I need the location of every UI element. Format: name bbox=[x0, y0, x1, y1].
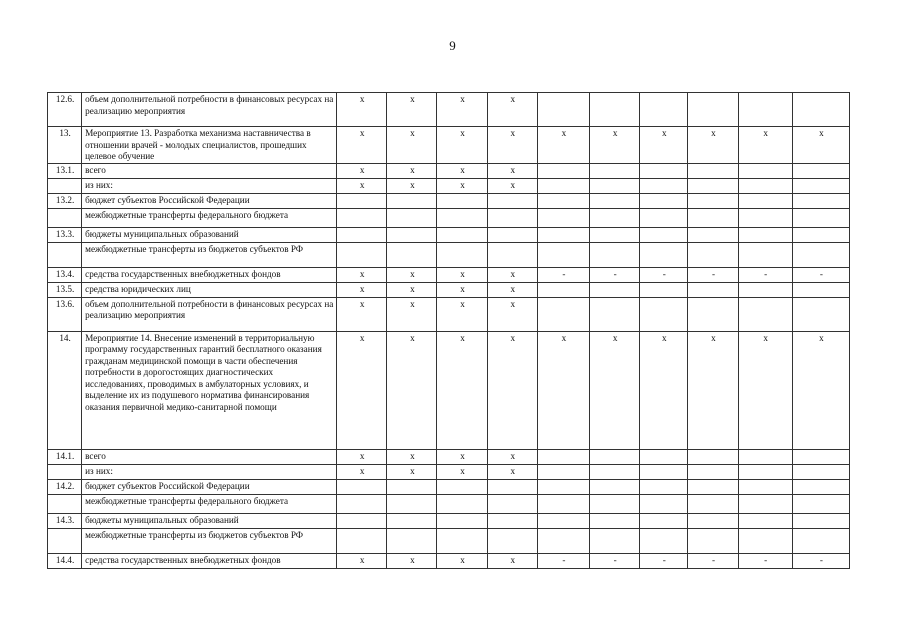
row-description-cell: объем дополнительной потребности в финансовых ресурсах на реализацию мероприятия bbox=[82, 297, 337, 331]
value-cell: - bbox=[537, 267, 589, 282]
value-cell: х bbox=[437, 267, 487, 282]
value-cell bbox=[688, 494, 738, 513]
value-cell bbox=[640, 449, 688, 464]
row-description-cell: Мероприятие 13. Разработка механизма наставничества в отношении врачей - молодых специалистов, прошедших целевое обучение bbox=[82, 127, 337, 164]
value-cell: - bbox=[792, 267, 849, 282]
value-cell bbox=[437, 208, 487, 227]
value-cell: - bbox=[590, 267, 640, 282]
value-cell bbox=[590, 479, 640, 494]
row-number-cell: 13.2. bbox=[48, 193, 82, 208]
value-cell bbox=[537, 479, 589, 494]
value-cell: - bbox=[738, 553, 792, 568]
value-cell bbox=[437, 513, 487, 528]
value-cell: х bbox=[387, 127, 437, 164]
value-cell: х bbox=[337, 267, 387, 282]
value-cell bbox=[792, 479, 849, 494]
value-cell: х bbox=[387, 464, 437, 479]
row-description-cell: межбюджетные трансферты из бюджетов субъектов РФ bbox=[82, 242, 337, 267]
value-cell bbox=[640, 242, 688, 267]
value-cell bbox=[437, 494, 487, 513]
value-cell: х bbox=[437, 449, 487, 464]
row-description-cell: межбюджетные трансферты из бюджетов субъектов РФ bbox=[82, 528, 337, 553]
value-cell bbox=[337, 479, 387, 494]
value-cell bbox=[537, 464, 589, 479]
value-cell bbox=[437, 227, 487, 242]
value-cell bbox=[792, 242, 849, 267]
value-cell bbox=[537, 297, 589, 331]
value-cell bbox=[387, 528, 437, 553]
value-cell bbox=[792, 178, 849, 193]
value-cell bbox=[640, 494, 688, 513]
value-cell: - bbox=[688, 553, 738, 568]
value-cell: х bbox=[537, 127, 589, 164]
value-cell bbox=[738, 227, 792, 242]
value-cell bbox=[487, 479, 537, 494]
table-row bbox=[48, 528, 850, 553]
value-cell bbox=[688, 528, 738, 553]
value-cell bbox=[487, 193, 537, 208]
value-cell: х bbox=[487, 267, 537, 282]
row-number-cell: 13.5. bbox=[48, 282, 82, 297]
value-cell bbox=[387, 208, 437, 227]
value-cell bbox=[337, 528, 387, 553]
funding-table bbox=[47, 92, 850, 569]
value-cell: х bbox=[487, 331, 537, 449]
table-row bbox=[48, 208, 850, 227]
value-cell bbox=[337, 193, 387, 208]
value-cell bbox=[792, 528, 849, 553]
row-number-cell: 14.2. bbox=[48, 479, 82, 494]
value-cell: х bbox=[387, 282, 437, 297]
value-cell bbox=[590, 513, 640, 528]
value-cell bbox=[487, 513, 537, 528]
value-cell: х bbox=[487, 127, 537, 164]
value-cell bbox=[738, 178, 792, 193]
value-cell: х bbox=[487, 178, 537, 193]
value-cell bbox=[640, 513, 688, 528]
value-cell bbox=[738, 93, 792, 127]
table-row bbox=[48, 127, 850, 164]
value-cell bbox=[337, 227, 387, 242]
table-row bbox=[48, 163, 850, 178]
value-cell bbox=[590, 464, 640, 479]
value-cell bbox=[792, 208, 849, 227]
value-cell: х bbox=[487, 93, 537, 127]
value-cell: - bbox=[792, 553, 849, 568]
value-cell bbox=[387, 494, 437, 513]
value-cell: х bbox=[437, 464, 487, 479]
value-cell bbox=[537, 178, 589, 193]
value-cell: х bbox=[537, 331, 589, 449]
value-cell bbox=[640, 528, 688, 553]
table-row bbox=[48, 282, 850, 297]
value-cell bbox=[640, 282, 688, 297]
value-cell: х bbox=[487, 282, 537, 297]
row-number-cell: 14.1. bbox=[48, 449, 82, 464]
table-row bbox=[48, 479, 850, 494]
table-row bbox=[48, 297, 850, 331]
value-cell bbox=[640, 163, 688, 178]
value-cell: х bbox=[487, 163, 537, 178]
value-cell bbox=[738, 242, 792, 267]
row-description-cell: всего bbox=[82, 449, 337, 464]
value-cell bbox=[792, 282, 849, 297]
value-cell: х bbox=[738, 331, 792, 449]
value-cell bbox=[640, 464, 688, 479]
value-cell bbox=[738, 449, 792, 464]
value-cell: х bbox=[337, 553, 387, 568]
value-cell bbox=[792, 494, 849, 513]
value-cell bbox=[640, 227, 688, 242]
value-cell bbox=[590, 494, 640, 513]
table-row bbox=[48, 331, 850, 449]
row-number-cell bbox=[48, 208, 82, 227]
table-row bbox=[48, 227, 850, 242]
value-cell: х bbox=[487, 297, 537, 331]
value-cell bbox=[590, 193, 640, 208]
row-number-cell bbox=[48, 528, 82, 553]
value-cell bbox=[387, 513, 437, 528]
value-cell bbox=[688, 227, 738, 242]
value-cell bbox=[590, 163, 640, 178]
value-cell bbox=[487, 494, 537, 513]
value-cell bbox=[487, 528, 537, 553]
value-cell bbox=[590, 528, 640, 553]
value-cell bbox=[738, 163, 792, 178]
value-cell bbox=[792, 93, 849, 127]
value-cell: х bbox=[337, 127, 387, 164]
value-cell: х bbox=[337, 282, 387, 297]
row-number-cell: 13.1. bbox=[48, 163, 82, 178]
value-cell bbox=[387, 479, 437, 494]
value-cell: х bbox=[437, 553, 487, 568]
value-cell: х bbox=[487, 449, 537, 464]
value-cell bbox=[792, 227, 849, 242]
table-row bbox=[48, 494, 850, 513]
value-cell bbox=[738, 494, 792, 513]
value-cell: х bbox=[337, 464, 387, 479]
value-cell bbox=[537, 93, 589, 127]
value-cell bbox=[688, 449, 738, 464]
value-cell bbox=[590, 242, 640, 267]
page-number: 9 bbox=[449, 38, 456, 53]
value-cell bbox=[537, 163, 589, 178]
value-cell bbox=[792, 163, 849, 178]
table-row bbox=[48, 178, 850, 193]
table-row bbox=[48, 553, 850, 568]
value-cell: х bbox=[688, 127, 738, 164]
value-cell bbox=[337, 494, 387, 513]
value-cell bbox=[688, 178, 738, 193]
value-cell: х bbox=[387, 553, 437, 568]
value-cell bbox=[337, 208, 387, 227]
value-cell: - bbox=[640, 553, 688, 568]
table-row bbox=[48, 464, 850, 479]
value-cell bbox=[738, 193, 792, 208]
value-cell: х bbox=[387, 93, 437, 127]
value-cell: х bbox=[437, 178, 487, 193]
value-cell bbox=[590, 178, 640, 193]
value-cell: - bbox=[590, 553, 640, 568]
value-cell bbox=[487, 208, 537, 227]
row-description-cell: средства государственных внебюджетных фондов bbox=[82, 267, 337, 282]
value-cell bbox=[640, 193, 688, 208]
row-description-cell: бюджеты муниципальных образований bbox=[82, 227, 337, 242]
value-cell bbox=[792, 449, 849, 464]
value-cell bbox=[590, 449, 640, 464]
value-cell: х bbox=[640, 127, 688, 164]
row-description-cell: межбюджетные трансферты федерального бюджета bbox=[82, 208, 337, 227]
value-cell: х bbox=[337, 178, 387, 193]
value-cell bbox=[640, 297, 688, 331]
row-description-cell: из них: bbox=[82, 178, 337, 193]
value-cell bbox=[738, 282, 792, 297]
value-cell bbox=[792, 193, 849, 208]
value-cell bbox=[537, 227, 589, 242]
row-number-cell bbox=[48, 178, 82, 193]
value-cell bbox=[337, 513, 387, 528]
table-row bbox=[48, 267, 850, 282]
row-number-cell bbox=[48, 494, 82, 513]
value-cell bbox=[792, 464, 849, 479]
value-cell bbox=[590, 227, 640, 242]
row-description-cell: объем дополнительной потребности в финансовых ресурсах на реализацию мероприятия bbox=[82, 93, 337, 127]
value-cell: х bbox=[792, 331, 849, 449]
value-cell bbox=[738, 208, 792, 227]
value-cell: х bbox=[437, 297, 487, 331]
value-cell bbox=[537, 494, 589, 513]
value-cell: х bbox=[387, 267, 437, 282]
value-cell bbox=[688, 464, 738, 479]
value-cell bbox=[688, 513, 738, 528]
value-cell bbox=[487, 242, 537, 267]
value-cell bbox=[640, 93, 688, 127]
value-cell bbox=[437, 479, 487, 494]
value-cell bbox=[537, 528, 589, 553]
value-cell bbox=[640, 208, 688, 227]
value-cell bbox=[387, 227, 437, 242]
value-cell bbox=[387, 242, 437, 267]
table-row bbox=[48, 449, 850, 464]
row-description-cell: из них: bbox=[82, 464, 337, 479]
value-cell: х bbox=[738, 127, 792, 164]
value-cell bbox=[640, 178, 688, 193]
row-description-cell: бюджеты муниципальных образований bbox=[82, 513, 337, 528]
value-cell bbox=[387, 193, 437, 208]
row-description-cell: средства юридических лиц bbox=[82, 282, 337, 297]
row-number-cell: 14.3. bbox=[48, 513, 82, 528]
value-cell bbox=[738, 464, 792, 479]
value-cell: х bbox=[337, 297, 387, 331]
value-cell: х bbox=[337, 449, 387, 464]
value-cell bbox=[738, 528, 792, 553]
value-cell: х bbox=[792, 127, 849, 164]
value-cell: х bbox=[387, 163, 437, 178]
value-cell bbox=[688, 297, 738, 331]
value-cell: - bbox=[640, 267, 688, 282]
table-body bbox=[48, 93, 850, 569]
row-number-cell: 14.4. bbox=[48, 553, 82, 568]
value-cell: х bbox=[437, 93, 487, 127]
row-number-cell: 13.3. bbox=[48, 227, 82, 242]
value-cell bbox=[590, 297, 640, 331]
value-cell: х bbox=[688, 331, 738, 449]
value-cell bbox=[487, 227, 537, 242]
value-cell: х bbox=[590, 331, 640, 449]
value-cell bbox=[688, 193, 738, 208]
value-cell: х bbox=[387, 331, 437, 449]
row-number-cell bbox=[48, 464, 82, 479]
value-cell: х bbox=[437, 282, 487, 297]
value-cell: х bbox=[640, 331, 688, 449]
row-description-cell: всего bbox=[82, 163, 337, 178]
value-cell bbox=[537, 513, 589, 528]
value-cell: х bbox=[337, 93, 387, 127]
value-cell: х bbox=[387, 178, 437, 193]
row-description-cell: бюджет субъектов Российской Федерации bbox=[82, 479, 337, 494]
value-cell: х bbox=[437, 127, 487, 164]
value-cell: - bbox=[688, 267, 738, 282]
value-cell bbox=[437, 528, 487, 553]
row-number-cell: 13.6. bbox=[48, 297, 82, 331]
row-number-cell: 13.4. bbox=[48, 267, 82, 282]
value-cell bbox=[590, 208, 640, 227]
value-cell bbox=[537, 282, 589, 297]
value-cell bbox=[688, 479, 738, 494]
row-description-cell: средства государственных внебюджетных фондов bbox=[82, 553, 337, 568]
row-description-cell: Мероприятие 14. Внесение изменений в территориальную программу государственных гарантий бесплатного оказания гражданам медицинской помощи в части обеспечения потребности в дорогостоящих диагностических исследованиях, проводимых в амбулаторных условиях, и выделение их из подушевого норматива финансирования оказания первичной медико-санитарной помощи bbox=[82, 331, 337, 449]
value-cell bbox=[688, 93, 738, 127]
value-cell bbox=[537, 208, 589, 227]
value-cell: х bbox=[337, 163, 387, 178]
value-cell bbox=[688, 242, 738, 267]
value-cell bbox=[337, 242, 387, 267]
row-number-cell bbox=[48, 242, 82, 267]
row-number-cell: 12.6. bbox=[48, 93, 82, 127]
value-cell bbox=[688, 282, 738, 297]
value-cell: х bbox=[487, 553, 537, 568]
value-cell bbox=[688, 163, 738, 178]
table-row bbox=[48, 513, 850, 528]
table-row bbox=[48, 93, 850, 127]
value-cell: х bbox=[387, 297, 437, 331]
value-cell bbox=[738, 513, 792, 528]
value-cell: - bbox=[537, 553, 589, 568]
value-cell: х bbox=[437, 163, 487, 178]
value-cell bbox=[688, 208, 738, 227]
value-cell: х bbox=[437, 331, 487, 449]
table-row bbox=[48, 193, 850, 208]
value-cell bbox=[537, 449, 589, 464]
value-cell: х bbox=[487, 464, 537, 479]
row-description-cell: бюджет субъектов Российской Федерации bbox=[82, 193, 337, 208]
value-cell bbox=[590, 93, 640, 127]
value-cell bbox=[537, 193, 589, 208]
value-cell bbox=[437, 242, 487, 267]
value-cell bbox=[738, 479, 792, 494]
value-cell bbox=[437, 193, 487, 208]
value-cell: - bbox=[738, 267, 792, 282]
value-cell: х bbox=[387, 449, 437, 464]
value-cell bbox=[792, 297, 849, 331]
value-cell bbox=[537, 242, 589, 267]
value-cell bbox=[590, 282, 640, 297]
value-cell bbox=[640, 479, 688, 494]
value-cell: х bbox=[590, 127, 640, 164]
row-number-cell: 14. bbox=[48, 331, 82, 449]
value-cell bbox=[738, 297, 792, 331]
row-description-cell: межбюджетные трансферты федерального бюджета bbox=[82, 494, 337, 513]
table-row bbox=[48, 242, 850, 267]
value-cell: х bbox=[337, 331, 387, 449]
value-cell bbox=[792, 513, 849, 528]
row-number-cell: 13. bbox=[48, 127, 82, 164]
